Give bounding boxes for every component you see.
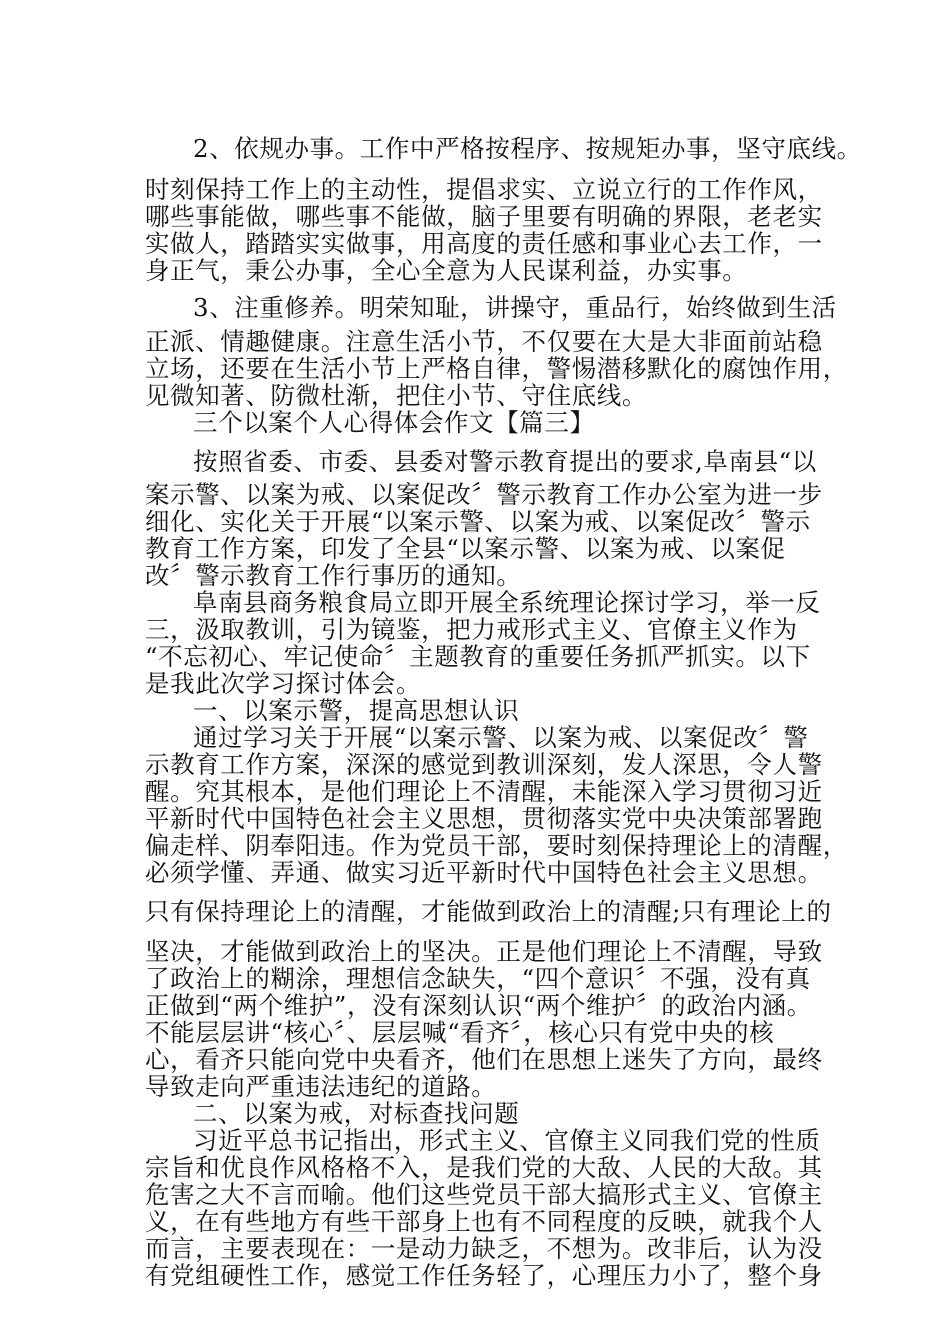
section-title: 三个以案个人心得体会作文【篇三】	[193, 408, 595, 437]
text-line: 改〞警示教育工作行事历的通知。	[145, 561, 522, 590]
text-line: 而言，主要表现在：一是动力缺乏，不想为。改非后，认为没	[145, 1234, 823, 1263]
text-line: “不忘初心、牢记使命〞主题教育的重要任务抓严抓实。以下	[145, 642, 811, 671]
text-line: 义，在有些地方有些干部身上也有不同程度的反映，就我个人	[145, 1207, 823, 1236]
text-line: 危害之大不言而喻。他们这些党员干部大搞形式主义、官僚主	[145, 1180, 823, 1209]
text-line: 必须学懂、弄通、做实习近平新时代中国特色社会主义思想。	[145, 858, 823, 887]
text-line: 见微知著、防微杜渐，把住小节、守住底线。	[145, 381, 647, 410]
text-line: 2、依规办事。工作中严格按程序、按规矩办事，坚守底线。	[193, 134, 862, 163]
text-line: 按照省委、市委、县委对警示教育提出的要求,阜南县“以	[193, 447, 817, 476]
text-line: 通过学习关于开展“以案示警、以案为戒、以案促改〞警	[193, 723, 809, 752]
text-line: 偏走样、阴奉阳违。作为党员干部，要时刻保持理论上的清醒，	[145, 831, 848, 860]
text-line: 教育工作方案，印发了全县“以案示警、以案为戒、以案促	[145, 534, 786, 563]
text-line: 醒。究其根本，是他们理论上不清醒，未能深入学习贯彻习近	[145, 777, 823, 806]
section-heading: 二、以案为戒，对标查找问题	[193, 1099, 520, 1128]
text-line: 案示警、以案为戒、以案促改〞警示教育工作办公室为进一步	[145, 480, 823, 509]
text-line: 立场，还要在生活小节上严格自律，警惕潜移默化的腐蚀作用，	[145, 354, 848, 383]
text-line: 3、注重修养。明荣知耻，讲操守，重品行，始终做到生活	[193, 293, 837, 322]
text-line: 正做到“两个维护”，没有深刻认识“两个维护〞的政治内涵。	[145, 991, 812, 1020]
text-line: 有党组硬性工作，感觉工作任务轻了，心理压力小了，整个身	[145, 1261, 823, 1290]
text-line: 不能层层讲“核心〞、层层喊“看齐〞，核心只有党中央的核	[145, 1018, 775, 1047]
section-heading: 一、以案示警，提高思想认识	[193, 696, 520, 725]
text-line: 实做人，踏踏实实做事，用高度的责任感和事业心去工作，一	[145, 229, 823, 258]
text-line: 正派、情趣健康。注意生活小节，不仅要在大是大非面前站稳	[145, 327, 823, 356]
text-line: 是我此次学习探讨体会。	[145, 669, 422, 698]
text-line: 三，汲取教训，引为镜鉴，把力戒形式主义、官僚主义作为	[145, 615, 798, 644]
text-line: 只有保持理论上的清醒，才能做到政治上的清醒;只有理论上的	[145, 897, 832, 926]
text-line: 哪些事能做，哪些事不能做，脑子里要有明确的界限，老老实	[145, 202, 823, 231]
text-line: 导致走向严重违法违纪的道路。	[145, 1072, 497, 1101]
text-line: 示教育工作方案，深深的感觉到教训深刻，发人深思，令人警	[145, 750, 823, 779]
text-line: 了政治上的糊涂，理想信念缺失，“四个意识〞不强，没有真	[145, 964, 811, 993]
text-line: 习近平总书记指出，形式主义、官僚主义同我们党的性质	[193, 1126, 821, 1155]
text-line: 身正气，秉公办事，全心全意为人民谋利益，办实事。	[145, 256, 748, 285]
text-line: 坚决，才能做到政治上的坚决。正是他们理论上不清醒，导致	[145, 937, 823, 966]
text-line: 平新时代中国特色社会主义思想，贯彻落实党中央决策部署跑	[145, 804, 823, 833]
text-line: 时刻保持工作上的主动性，提倡求实、立说立行的工作作风，	[145, 175, 823, 204]
text-line: 宗旨和优良作风格格不入，是我们党的大敌、人民的大敌。其	[145, 1153, 823, 1182]
text-line: 阜南县商务粮食局立即开展全系统理论探讨学习，举一反	[193, 588, 821, 617]
text-line: 细化、实化关于开展“以案示警、以案为戒、以案促改〞警示	[145, 507, 811, 536]
text-line: 心，看齐只能向党中央看齐，他们在思想上迷失了方向，最终	[145, 1045, 823, 1074]
